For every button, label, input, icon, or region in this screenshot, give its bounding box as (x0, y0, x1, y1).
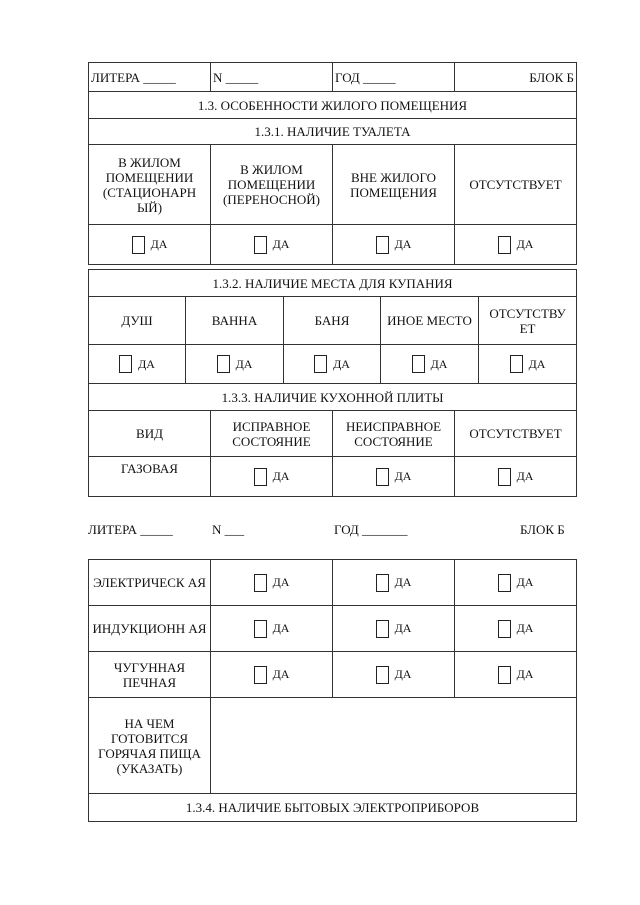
checkbox[interactable] (498, 236, 511, 254)
stove-col-type: ВИД (89, 411, 211, 457)
checkbox[interactable] (119, 355, 132, 373)
stove-type-label: ГАЗОВАЯ (89, 457, 211, 497)
checkbox[interactable] (498, 666, 511, 684)
stove-table-continued (88, 559, 577, 822)
block-label-2: БЛОК Б (520, 522, 565, 537)
checkbox[interactable] (254, 236, 267, 254)
block-label: БЛОК Б (455, 63, 577, 92)
toilet-checkbox-row: ДА ДА ДА ДА (89, 225, 577, 265)
stove-table (88, 383, 577, 497)
year-field-2[interactable]: ГОД _______ (334, 522, 408, 537)
checkbox[interactable] (217, 355, 230, 373)
stove-type-label: ЧУГУННАЯ ПЕЧНАЯ (89, 652, 211, 698)
appliances-title: 1.3.4. НАЛИЧИЕ БЫТОВЫХ ЭЛЕКТРОПРИБОРОВ (89, 794, 577, 822)
stove-type-label: ЭЛЕКТРИЧЕСК АЯ (89, 560, 211, 606)
form-table-top (88, 62, 577, 265)
checkbox[interactable] (254, 620, 267, 638)
bathing-checkbox-row: ДА ДА ДА ДА ДА (89, 345, 577, 384)
litera-field[interactable]: ЛИТЕРА _____ (89, 63, 211, 92)
checkbox[interactable] (314, 355, 327, 373)
checkbox[interactable] (376, 666, 389, 684)
toilet-col-portable: В ЖИЛОМ ПОМЕЩЕНИИ (ПЕРЕНОСНОЙ) (211, 145, 333, 225)
hot-food-label: НА ЧЕМ ГОТОВИТСЯ ГОРЯЧАЯ ПИЩА (УКАЗАТЬ) (89, 698, 211, 794)
bathing-col-sauna: БАНЯ (284, 297, 381, 345)
stove-col-broken: НЕИСПРАВНОЕ СОСТОЯНИЕ (333, 411, 455, 457)
stove-col-working: ИСПРАВНОЕ СОСТОЯНИЕ (211, 411, 333, 457)
stove-header-row (89, 411, 577, 457)
checkbox[interactable] (376, 468, 389, 486)
section-title: 1.3. ОСОБЕННОСТИ ЖИЛОГО ПОМЕЩЕНИЯ (89, 92, 577, 119)
checkbox[interactable] (132, 236, 145, 254)
stove-title: 1.3.3. НАЛИЧИЕ КУХОННОЙ ПЛИТЫ (89, 384, 577, 411)
number-field-2[interactable]: N ___ (212, 522, 245, 537)
stove-row-cast-iron: ЧУГУННАЯ ПЕЧНАЯ ДА ДА ДА (89, 652, 577, 698)
stove-col-absent: ОТСУТСТВУЕТ (455, 411, 577, 457)
litera-field-2[interactable]: ЛИТЕРА _____ (88, 522, 173, 537)
hot-food-input[interactable] (211, 698, 577, 794)
checkbox[interactable] (254, 666, 267, 684)
checkbox[interactable] (498, 620, 511, 638)
checkbox[interactable] (498, 574, 511, 592)
bathing-col-bath: ВАННА (186, 297, 284, 345)
hot-food-row (89, 698, 577, 794)
bathing-header-row (89, 297, 577, 345)
toilet-title: 1.3.1. НАЛИЧИЕ ТУАЛЕТА (89, 119, 577, 145)
year-field[interactable]: ГОД _____ (333, 63, 455, 92)
toilet-col-stationary: В ЖИЛОМ ПОМЕЩЕНИИ (СТАЦИОНАРН ЫЙ) (89, 145, 211, 225)
toilet-col-absent: ОТСУТСТВУЕТ (455, 145, 577, 225)
toilet-header-row (89, 145, 577, 225)
header-row (89, 63, 577, 92)
bathing-col-shower: ДУШ (89, 297, 186, 345)
checkbox[interactable] (254, 468, 267, 486)
checkbox[interactable] (376, 574, 389, 592)
checkbox[interactable] (376, 620, 389, 638)
stove-row-induction: ИНДУКЦИОНН АЯ ДА ДА ДА (89, 606, 577, 652)
checkbox[interactable] (376, 236, 389, 254)
bathing-title: 1.3.2. НАЛИЧИЕ МЕСТА ДЛЯ КУПАНИЯ (89, 270, 577, 297)
stove-row-electric: ЭЛЕКТРИЧЕСК АЯ ДА ДА ДА (89, 560, 577, 606)
number-field[interactable]: N _____ (211, 63, 333, 92)
checkbox[interactable] (412, 355, 425, 373)
bathing-col-other: ИНОЕ МЕСТО (381, 297, 479, 345)
stove-row-gas: ГАЗОВАЯ ДА ДА ДА (89, 457, 577, 497)
bathing-table (88, 269, 577, 384)
toilet-col-outside: ВНЕ ЖИЛОГО ПОМЕЩЕНИЯ (333, 145, 455, 225)
checkbox[interactable] (510, 355, 523, 373)
stove-type-label: ИНДУКЦИОНН АЯ (89, 606, 211, 652)
checkbox[interactable] (254, 574, 267, 592)
bathing-col-absent: ОТСУТСТВУ ЕТ (479, 297, 577, 345)
checkbox[interactable] (498, 468, 511, 486)
